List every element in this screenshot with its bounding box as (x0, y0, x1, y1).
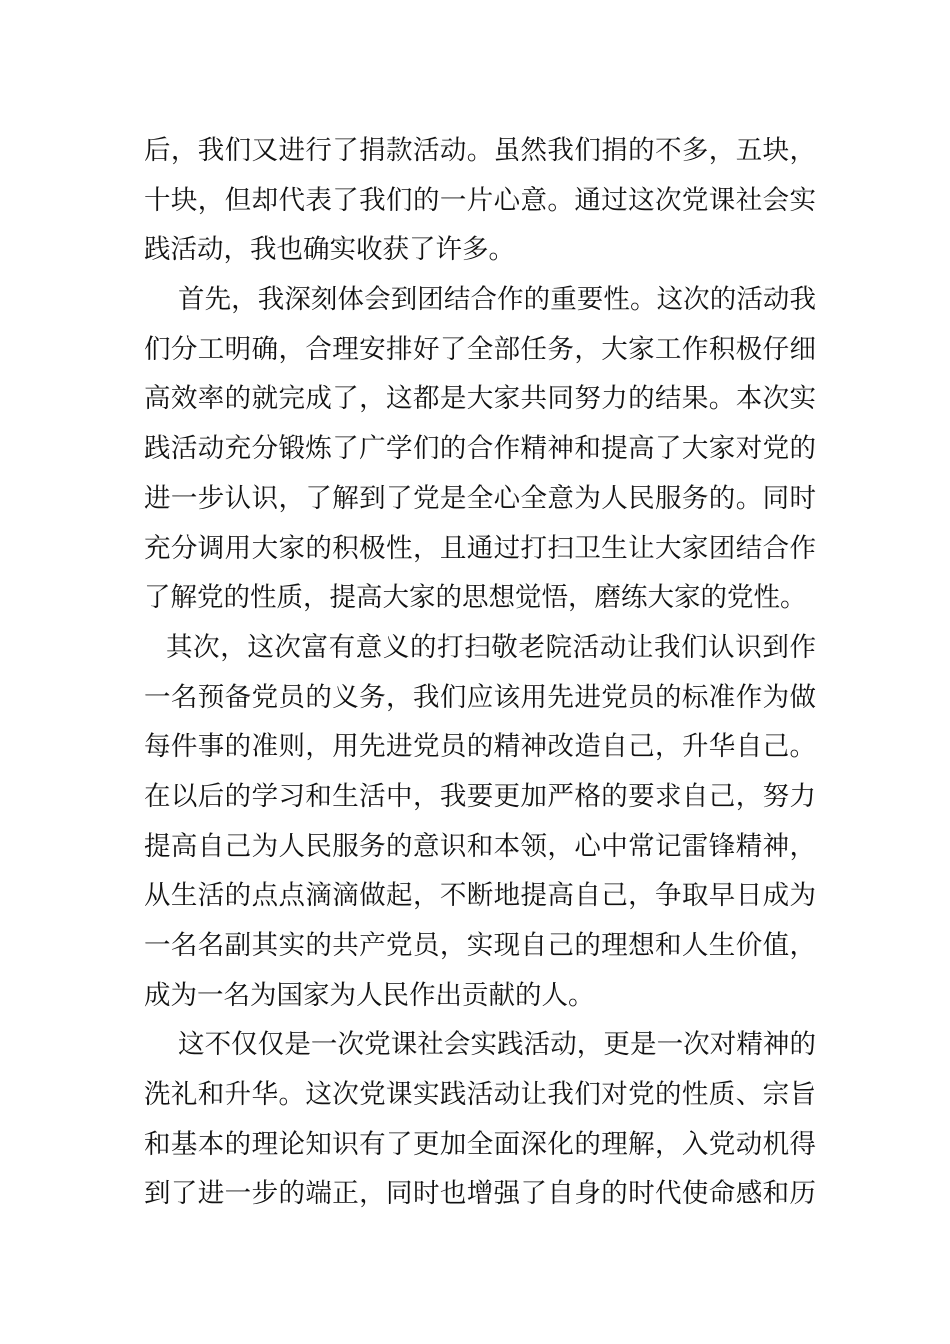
text-line: 到了进一步的端正，同时也增强了自身的时代使命感和历 (144, 1178, 816, 1210)
text-line: 在以后的学习和生活中，我要更加严格的要求自己，努力 (144, 780, 816, 812)
text-line: 成为一名为国家为人民作出贡献的人。 (144, 979, 595, 1011)
text-line: 每件事的准则，用先进党员的精神改造自己，升华自己。 (144, 731, 816, 763)
text-line: 十块，但却代表了我们的一片心意。通过这次党课社会实 (144, 184, 816, 216)
text-line: 和基本的理论知识有了更加全面深化的理解，入党动机得 (144, 1128, 816, 1160)
text-line: 了解党的性质，提高大家的思想觉悟，磨练大家的党性。 (144, 582, 807, 614)
text-line: 们分工明确，合理安排好了全部任务，大家工作积极仔细 (144, 333, 816, 365)
text-line: 提高自己为人民服务的意识和本领，心中常记雷锋精神， (144, 830, 816, 862)
paragraph-1 (144, 126, 816, 275)
text-line: 高效率的就完成了，这都是大家共同努力的结果。本次实 (144, 383, 816, 415)
document-body (144, 126, 816, 1219)
text-line: 后，我们又进行了捐款活动。虽然我们捐的不多，五块， (144, 135, 816, 166)
text-line: 这不仅仅是一次党课社会实践活动，更是一次对精神的 (178, 1029, 816, 1061)
text-line: 首先，我深刻体会到团结合作的重要性。这次的活动我 (178, 284, 816, 316)
text-line: 一名预备党员的义务，我们应该用先进党员的标准作为做 (144, 681, 816, 713)
text-line: 从生活的点点滴滴做起，不断地提高自己，争取早日成为 (144, 880, 816, 912)
text-line: 一名名副其实的共产党员，实现自己的理想和人生价值， (144, 930, 816, 961)
text-line: 进一步认识，了解到了党是全心全意为人民服务的。同时 (144, 482, 816, 514)
paragraph-4 (144, 1020, 816, 1219)
text-line: 践活动，我也确实收获了许多。 (144, 234, 515, 266)
text-line: 充分调用大家的积极性，且通过打扫卫生让大家团结合作 (144, 532, 816, 564)
text-line: 其次，这次富有意义的打扫敬老院活动让我们认识到作 (166, 631, 816, 663)
paragraph-3 (144, 623, 816, 1021)
text-line: 洗礼和升华。这次党课实践活动让我们对党的性质、宗旨 (144, 1079, 816, 1111)
paragraph-2 (144, 275, 816, 623)
text-line: 践活动充分锻炼了广学们的合作精神和提高了大家对党的 (144, 433, 816, 465)
